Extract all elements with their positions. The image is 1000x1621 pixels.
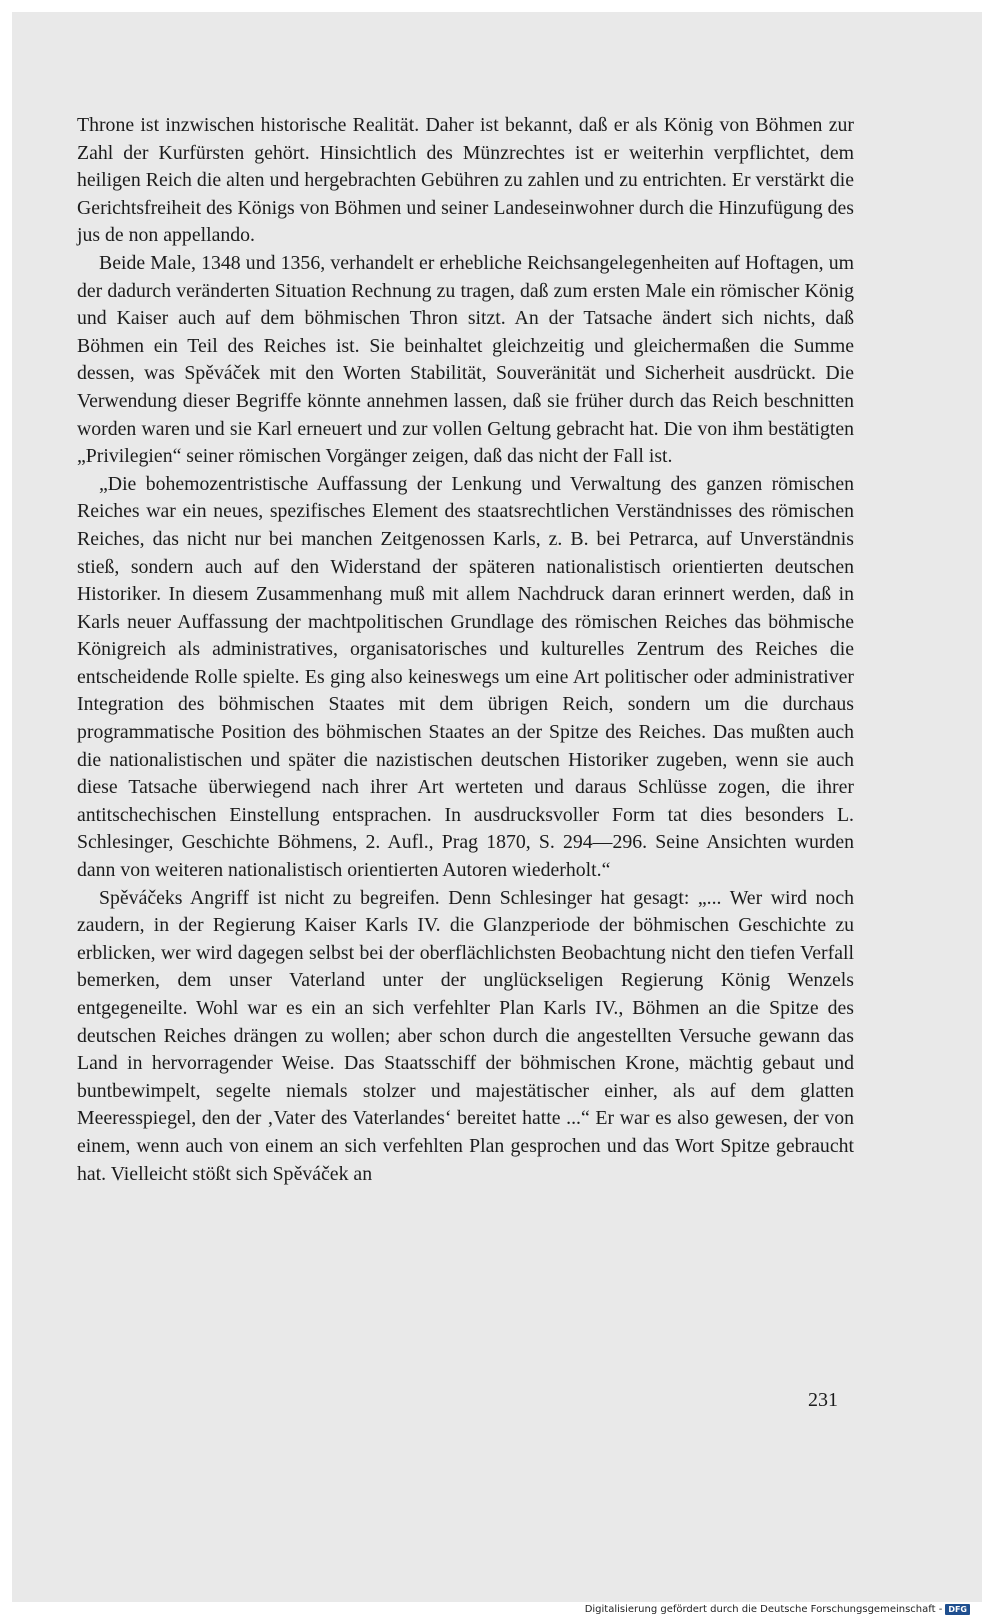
footer-text: Digitalisierung gefördert durch die Deutsche Forschungsgemeinschaft - (584, 1604, 943, 1615)
digitization-footer (585, 1604, 970, 1615)
scanned-page (12, 12, 982, 1602)
body-text (77, 112, 854, 1188)
paragraph-1: Throne ist inzwischen historische Realität. Daher ist bekannt, daß er als König von Böhmen zur Zahl der Kurfürsten gehört. Hinsichtlich des Münzrechtes ist er weiterhin verpflichtet, dem heiligen Reich die alten und hergebrachten Gebühren zu zahlen und zu entrichten. Er verstärkt die Gerichtsfreiheit des Königs von Böhmen und seiner Landeseinwohner durch die Hinzufügung des jus de non appellando. (77, 114, 854, 247)
page-number: 231 (808, 1389, 838, 1411)
dfg-logo: DFG (945, 1604, 970, 1615)
paragraph-4: Spěváčeks Angriff ist nicht zu begreifen. Denn Schlesinger hat gesagt: „... Wer wird noch zaudern, in der Regierung Kaiser Karls IV. die Glanzperiode der böhmischen Geschichte zu erblicken, wer wird dagegen selbst bei der oberflächlichsten Beobachtung nicht den tiefen Verfall bemerken, dem unser Vaterland unter der unglückseligen Regierung König Wenzels entgegeneilte. Wohl war es ein an sich verfehlter Plan Karls IV., Böhmen an die Spitze des deutschen Reiches drängen zu wollen; aber schon durch die angestellten Versuche gewann das Land in hervorragender Weise. Das Staatsschiff der böhmischen Krone, mächtig gebaut und buntbewimpelt, segelte niemals stolzer und majestätischer einher, als auf dem glatten Meeresspiegel, den der ‚Vater des Vaterlandes‘ bereitet hatte ...“ Er war es also gewesen, der von einem, wenn auch von einem an sich verfehlten Plan gesprochen und das Wort Spitze gebraucht hat. Vielleicht stößt sich Spěváček an (77, 886, 854, 1185)
paragraph-2: Beide Male, 1348 und 1356, verhandelt er erhebliche Reichsangelegenheiten auf Hoftagen, um der dadurch veränderten Situation Rechnung zu tragen, daß zum ersten Male ein römischer König und Kaiser auch auf dem böhmischen Thron sitzt. An der Tatsache ändert sich nichts, daß Böhmen ein Teil des Reiches ist. Sie beinhaltet gleichzeitig und gleichermaßen die Summe dessen, was Spěváček mit den Worten Stabilität, Souveränität und Sicherheit ausdrückt. Die Verwendung dieser Begriffe könnte annehmen lassen, daß sie früher durch das Reich beschnitten worden waren und sie Karl erneuert und zur vollen Geltung gebracht hat. Die von ihm bestätigten „Privilegien“ seiner römischen Vorgänger zeigen, daß das nicht der Fall ist. (77, 251, 854, 468)
paragraph-3-quote: „Die bohemozentristische Auffassung der Lenkung und Verwaltung des ganzen römischen Reiches war ein neues, spezifisches Element des staatsrechtlichen Verständnisses des römischen Reiches, das nicht nur bei manchen Zeitgenossen Karls, z. B. bei Petrarca, auf Unverständnis stieß, sondern auch auf den Widerstand der späteren nationalistisch orientierten deutschen Historiker. In diesem Zusammenhang muß mit allem Nachdruck daran erinnert werden, daß in Karls neuer Auffassung der machtpolitischen Grundlage des römischen Reiches das böhmische Königreich als administratives, organisatorisches und kulturelles Zentrum des Reiches die entscheidende Rolle spielte. Es ging also keineswegs um eine Art politischer oder administrativer Integration des böhmischen Staates mit dem übrigen Reich, sondern um die durchaus programmatische Position des böhmischen Staates an der Spitze des Reiches. Das mußten auch die nationalistischen und später die nazistischen deutschen Historiker zugeben, wenn sie auch diese Tatsache überwiegend nach ihrer Art werteten und daraus Schlüsse zogen, die ihrer antitschechischen Einstellung entsprachen. In ausdrucksvoller Form tat dies besonders L. Schlesinger, Geschichte Böhmens, 2. Aufl., Prag 1870, S. 294—296. Seine Ansichten wurden dann von weiteren nationalistisch orientierten Autoren wiederholt.“ (77, 472, 854, 882)
